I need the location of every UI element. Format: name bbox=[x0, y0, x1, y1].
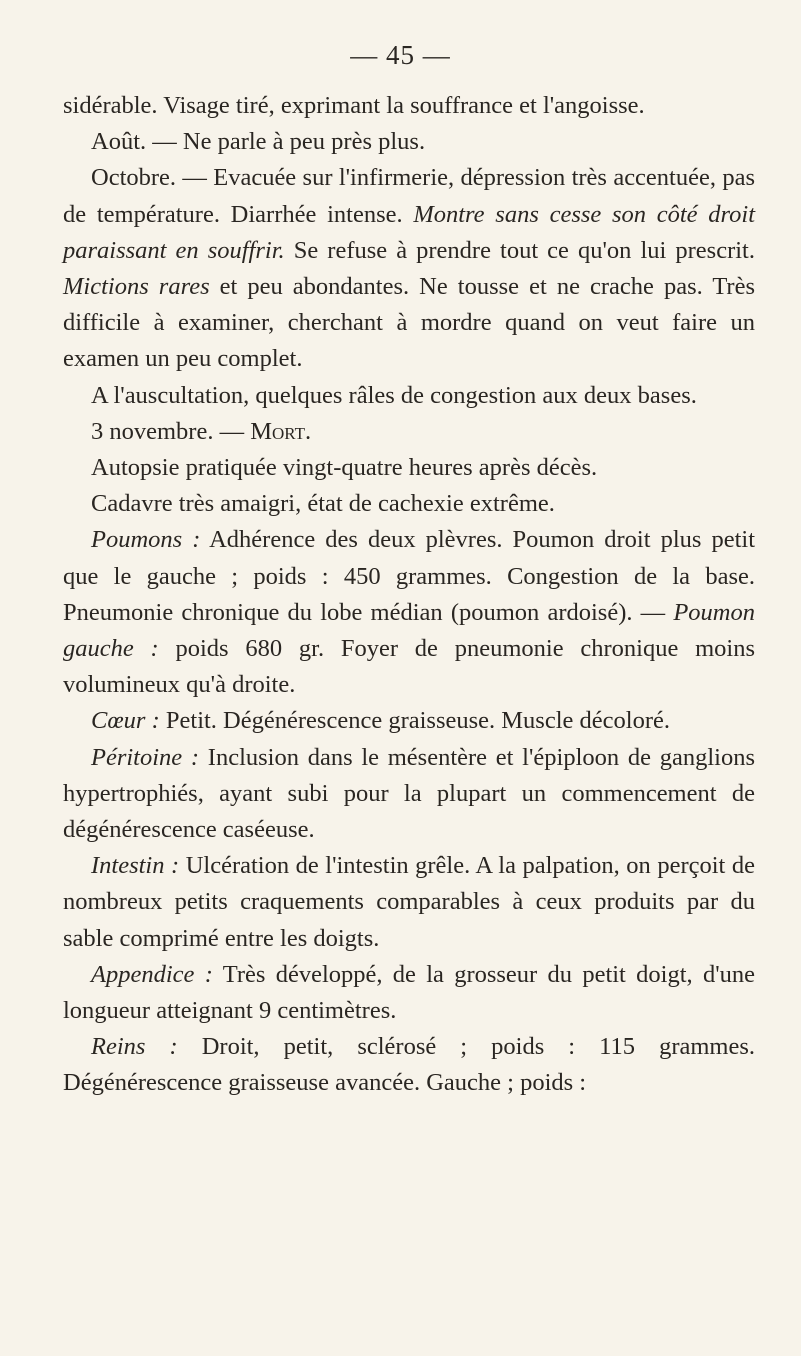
paragraph-autopsy bbox=[63, 450, 755, 486]
text-run: 3 novembre. — bbox=[91, 417, 251, 445]
body-text bbox=[63, 88, 755, 1102]
text-run: Petit. Dégénérescence graisseuse. Muscle décoloré. bbox=[159, 707, 670, 735]
paragraph-kidneys bbox=[63, 1029, 755, 1101]
paragraph-continuation bbox=[63, 88, 755, 124]
text-run: Adhérence des deux plèvres. Poumon droit plus petit que le gauche ; poids : 450 grammes. Congestion de la base. Pneumonie chronique du lobe médian (poumon ardoisé). — bbox=[63, 526, 755, 626]
paragraph-intestine bbox=[63, 848, 755, 957]
text-run: sidérable. Visage tiré, exprimant la souffrance et l'angoisse. bbox=[63, 92, 645, 119]
italic-run: Poumon gauche : bbox=[63, 598, 755, 663]
paragraph-lungs bbox=[63, 522, 755, 703]
italic-run: Intestin : bbox=[91, 852, 180, 880]
italic-run: Appendice : bbox=[91, 960, 213, 988]
text-run: poids 680 gr. Foyer de pneumonie chronique moins volumineux qu'à droite. bbox=[63, 635, 755, 699]
italic-run: Poumons : bbox=[91, 526, 201, 554]
text-run: Droit, petit, sclérosé ; poids : 115 grammes. Dégénérescence graisseuse avancée. Gauche ; poids : bbox=[63, 1033, 755, 1097]
italic-run: Reins : bbox=[91, 1033, 178, 1061]
paragraph-cadaver bbox=[63, 486, 755, 522]
text-run: et peu abondantes. Ne tousse et ne crache pas. Très difficile à examiner, cherchant à mordre quand on veut faire un examen un peu complet. bbox=[63, 273, 755, 373]
text-run: Cadavre très amaigri, état de cachexie extrême. bbox=[91, 490, 555, 518]
text-run: Août. — Ne parle à peu près plus. bbox=[91, 128, 426, 156]
page-number: — 45 — bbox=[350, 40, 451, 70]
paragraph-death bbox=[63, 414, 755, 450]
paragraph-october bbox=[63, 160, 755, 377]
italic-run: Cœur : bbox=[91, 707, 160, 735]
paragraph-appendix bbox=[63, 957, 755, 1029]
text-run: Octobre. — Evacuée sur l'infirmerie, dépression très accentuée, pas de température. Diarrhée intense. bbox=[63, 164, 755, 228]
paragraph-august bbox=[63, 124, 755, 160]
italic-run: Montre sans cesse son côté droit paraissant en souffrir. bbox=[63, 200, 756, 264]
text-run: Inclusion dans le mésentère et l'épiploon de ganglions hypertrophiés, ayant subi pour la plupart un commencement de dégénérescence caséeuse. bbox=[63, 743, 755, 844]
italic-run: Péritoine : bbox=[91, 743, 200, 771]
text-run: A l'auscultation, quelques râles de congestion aux deux bases. bbox=[91, 381, 697, 409]
small-caps-run: Mort. bbox=[250, 417, 312, 445]
text-run: Ulcération de l'intestin grêle. A la palpation, on perçoit de nombreux petits craquements comparables à ceux produits par du sable comprimé entre les doigts. bbox=[63, 852, 755, 952]
text-run: Très développé, de la grosseur du petit doigt, d'une longueur atteignant 9 centimètres. bbox=[63, 960, 755, 1025]
paragraph-auscultation bbox=[63, 378, 755, 414]
text-run: Autopsie pratiquée vingt-quatre heures après décès. bbox=[91, 454, 598, 482]
paragraph-peritoneum bbox=[63, 740, 755, 849]
paragraph-heart bbox=[63, 703, 755, 739]
text-run: Se refuse à prendre tout ce qu'on lui prescrit. bbox=[284, 236, 755, 264]
italic-run: Mictions rares bbox=[63, 273, 210, 301]
